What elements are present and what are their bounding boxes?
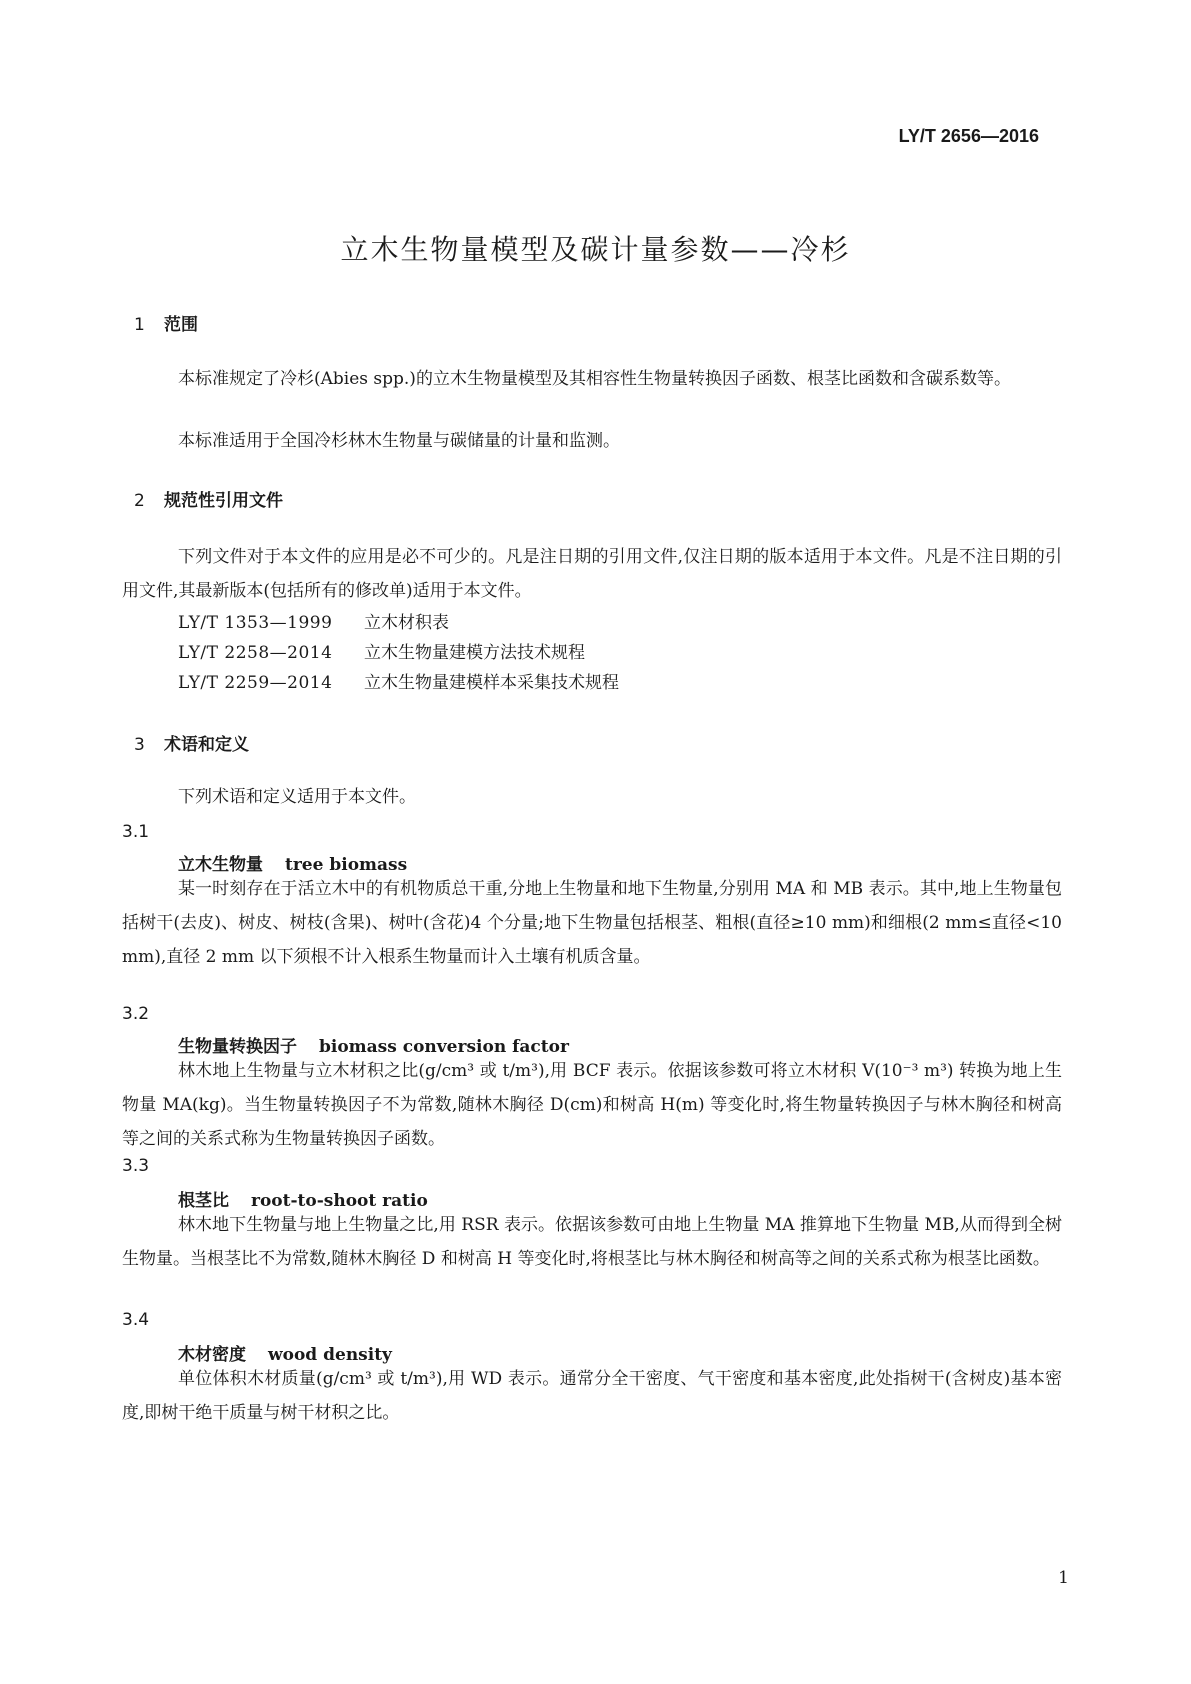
section-heading-scope: [134, 310, 198, 335]
reference-name: 立木生物量建模样本采集技术规程: [364, 673, 619, 693]
term-cn: 根茎比: [178, 1191, 229, 1211]
term-definition: 某一时刻存在于活立木中的有机物质总干重,分地上生物量和地下生物量,分别用 MA 和 MB 表示。其中,地上生物量包括树干(去皮)、树皮、树枝(含果)、树叶(含花)4 个分量;地下生物量包括根茎、粗根(直径≥10 mm)和细根(2 mm≤直径<10 mm),直径 2 mm 以下须根不计入根系生物量而计入土壤有机质含量。: [122, 879, 1062, 967]
document-title: 立木生物量模型及碳计量参数——冷杉: [340, 233, 851, 266]
term-number: 3.1: [122, 822, 150, 842]
term-en: root-to-shoot ratio: [251, 1191, 428, 1211]
section-title: 术语和定义: [164, 735, 249, 755]
term-number: 3.3: [122, 1156, 150, 1176]
term-number: 3.2: [122, 1004, 150, 1024]
section-number: 2: [134, 491, 145, 511]
standard-number: LY/T 2656—2016: [898, 126, 1039, 146]
scope-paragraph-2: 本标准适用于全国冷杉林木生物量与碳储量的计量和监测。: [178, 431, 620, 451]
reference-name: 立木材积表: [364, 613, 449, 633]
term-definition: 单位体积木材质量(g/cm³ 或 t/m³),用 WD 表示。通常分全干密度、气干密度和基本密度,此处指树干(含树皮)基本密度,即树干绝干质量与树干材积之比。: [122, 1369, 1062, 1423]
term-cn: 立木生物量: [178, 855, 263, 875]
reference-code: LY/T 1353—1999: [178, 613, 333, 633]
section-number: 3: [134, 735, 145, 755]
terms-intro: 下列术语和定义适用于本文件。: [178, 787, 416, 807]
references-intro: 下列文件对于本文件的应用是必不可少的。凡是注日期的引用文件,仅注日期的版本适用于本文件。凡是不注日期的引用文件,其最新版本(包括所有的修改单)适用于本文件。: [122, 547, 1062, 601]
term-cn: 木材密度: [178, 1345, 246, 1365]
page-number: 1: [1058, 1568, 1069, 1588]
section-heading-references: [134, 486, 283, 511]
reference-item: [178, 668, 619, 693]
term-definition: 林木地上生物量与立木材积之比(g/cm³ 或 t/m³),用 BCF 表示。依据该参数可将立木材积 V(10⁻³ m³) 转换为地上生物量 MA(kg)。当生物量转换因子不为常数,随林木胸径 D(cm)和树高 H(m) 等变化时,将生物量转换因子与林木胸径和树高等之间的关系式称为生物量转换因子函数。: [122, 1061, 1062, 1149]
reference-item: [178, 608, 449, 633]
term-number: 3.4: [122, 1310, 150, 1330]
scope-paragraph-1: 本标准规定了冷杉(Abies spp.)的立木生物量模型及其相容性生物量转换因子函数、根茎比函数和含碳系数等。: [178, 369, 1011, 389]
term-en: biomass conversion factor: [319, 1037, 569, 1057]
term-en: wood density: [268, 1345, 392, 1365]
reference-name: 立木生物量建模方法技术规程: [364, 643, 585, 663]
term-definition: 林木地下生物量与地上生物量之比,用 RSR 表示。依据该参数可由地上生物量 MA 推算地下生物量 MB,从而得到全树生物量。当根茎比不为常数,随林木胸径 D 和树高 H 等变化时,将根茎比与林木胸径和树高等之间的关系式称为根茎比函数。: [122, 1215, 1062, 1269]
section-title: 规范性引用文件: [164, 491, 283, 511]
term-en: tree biomass: [285, 855, 408, 875]
reference-code: LY/T 2258—2014: [178, 643, 333, 663]
term-cn: 生物量转换因子: [178, 1037, 297, 1057]
section-heading-terms: [134, 730, 249, 755]
section-number: 1: [134, 315, 145, 335]
reference-item: [178, 638, 585, 663]
section-title: 范围: [164, 315, 198, 335]
reference-code: LY/T 2259—2014: [178, 673, 333, 693]
